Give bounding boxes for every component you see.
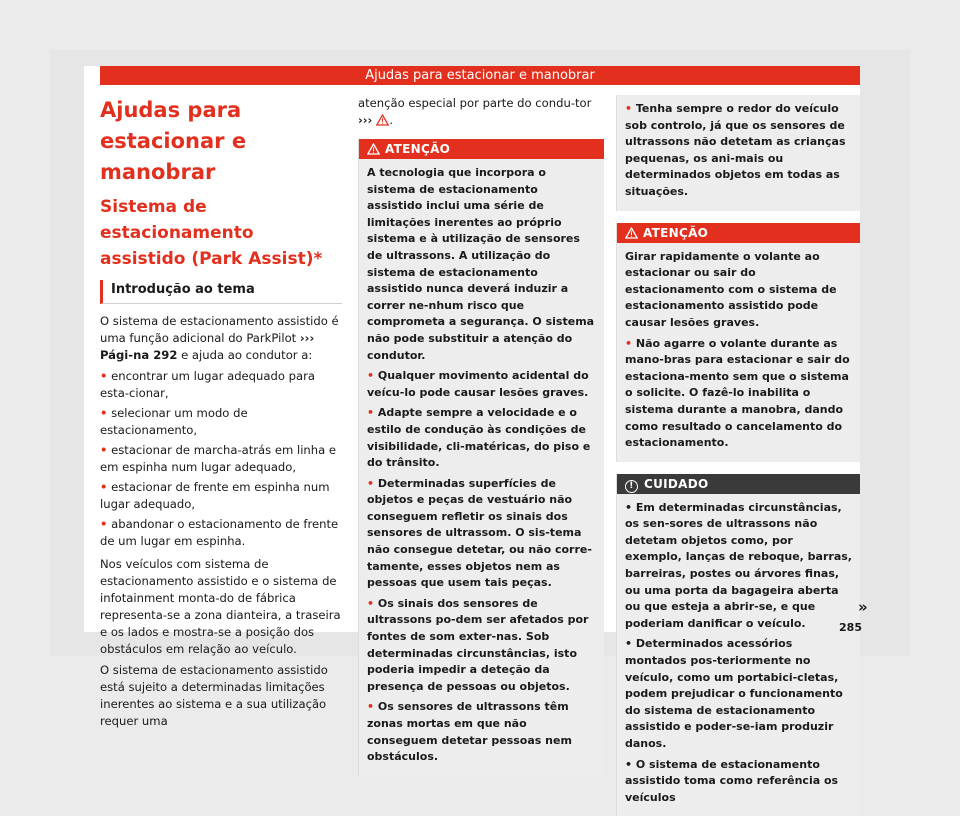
bullet-icon: • <box>367 406 375 420</box>
subsection-title: Introdução ao tema <box>100 280 342 304</box>
warning-intro: A tecnologia que incorpora o sistema de estacionamento assistido inclui uma série de limitações inerentes ao próprio sistema e à utilização de sensores de ultrassons. A utilização do sistema de estacionamento assistido nunca deverá induzir a correr ne-nhum risco que comprometa a segurança. O sistema não pode substituir a atenção do condutor. <box>367 166 595 362</box>
warning-box-header: ATENÇÃO <box>359 139 604 159</box>
warning-triangle-icon <box>367 143 380 155</box>
warning-reference-link[interactable]: ››› <box>358 113 389 127</box>
bullet-icon: • <box>100 443 108 457</box>
continue-marker: » <box>858 598 868 616</box>
list-item: • Os sinais dos sensores de ultrassons po-dem ser afetados por fontes de som exter-nas. Sob determinadas circunstâncias, isto poderia impedir a deteção da presença de pessoas ou objetos. <box>367 596 589 693</box>
list-item: • O sistema de estacionamento assistido toma como referência os veículos <box>625 757 839 804</box>
bullet-icon: • <box>625 500 633 514</box>
warning-triangle-icon <box>625 227 638 239</box>
warning-box-body-continued <box>617 95 860 211</box>
page-number: 285 <box>839 621 862 634</box>
list-item: • selecionar um modo de estacionamento, <box>100 406 248 437</box>
list-item: • Não agarre o volante durante as mano-bras para estacionar e sair do estaciona-mento sem que o sistema o solicite. O fazê-lo inabilita o sistema durante a manobra, dando como resultado o cancelamento do estacionamento. <box>625 336 850 450</box>
warning-box-1-continued <box>616 95 860 211</box>
bullet-icon: • <box>367 700 375 714</box>
column-1 <box>100 95 342 734</box>
warning-box-1 <box>358 139 604 776</box>
page-reference-link[interactable]: ››› Pági-na 292 <box>100 331 315 362</box>
warning-bullet-list <box>625 336 852 452</box>
info-circle-icon: ! <box>625 480 638 493</box>
intro-bullet-list <box>100 368 342 550</box>
list-item: • abandonar o estacionamento de frente de um lugar em espinha. <box>100 517 339 548</box>
column-2 <box>358 95 604 776</box>
caution-box-header: ! CUIDADO <box>617 474 860 494</box>
bullet-icon: • <box>625 336 633 350</box>
warning-box-2 <box>616 223 860 462</box>
list-item: • Adapte sempre a velocidade e o estilo de condução às condições de visibilidade, cli-matéricas, do piso e do trânsito. <box>367 406 591 470</box>
paragraph-2: Nos veículos com sistema de estacionamento assistido e o sistema de infotainment monta-do de fábrica representa-se a zona dianteira, a traseira e os lados e mostra-se a posição dos obstáculos em relação ao veículo. <box>100 557 341 656</box>
list-item: • Os sensores de ultrassons têm zonas mortas em que não conseguem detetar pessoas nem obstáculos. <box>367 700 572 764</box>
warning-triangle-icon <box>376 114 389 126</box>
list-item: • Em determinadas circunstâncias, os sen-sores de ultrassons não detetam objetos como, por exemplo, lanças de reboque, barras, barreiras, postes ou árvores finas, ou uma porta da bagageira aberta ou que esteja a abrir-se, e que poderiam danificar o veículo. <box>625 500 852 630</box>
bullet-icon: • <box>367 476 375 490</box>
list-item: • Qualquer movimento acidental do veícu-lo pode causar lesões graves. <box>367 369 589 399</box>
warning-box-body <box>359 159 604 776</box>
list-item: • estacionar de frente em espinha num lugar adequado, <box>100 480 330 511</box>
bullet-icon: • <box>100 406 108 420</box>
continued-paragraph: atenção especial por parte do condu-tor ››› . <box>358 96 592 127</box>
bullet-icon: • <box>100 517 108 531</box>
running-header-title: Ajudas para estacionar e manobrar <box>365 68 595 83</box>
warning-box-body <box>617 243 860 462</box>
bullet-icon: • <box>625 637 633 651</box>
bullet-icon: • <box>367 369 375 383</box>
caution-box <box>616 474 860 816</box>
list-item: • encontrar um lugar adequado para esta-cionar, <box>100 369 315 400</box>
list-item: • Determinadas superfícies de objetos e peças de vestuário não conseguem refletir os sinais dos sensores de ultrassom. O sis-tema não consegue detetar, ou não corre-tamente, esses objetos nem as pessoas que usem tais peças. <box>367 476 592 590</box>
warning-bullet-list <box>367 368 596 766</box>
bullet-icon: • <box>625 102 633 115</box>
list-item: • estacionar de marcha-atrás em linha e em espinha num lugar adequado, <box>100 443 337 474</box>
caution-box-body <box>617 494 860 816</box>
intro-paragraph: O sistema de estacionamento assistido é uma função adicional do ParkPilot ››› Pági-na 292 e ajuda ao condutor a: <box>100 314 339 362</box>
bullet-icon: • <box>625 757 633 771</box>
paragraph-3: O sistema de estacionamento assistido está sujeito a determinadas limitações inerentes ao sistema e a sua utilização requer uma <box>100 663 328 728</box>
warning-bullet: • Tenha sempre o redor do veículo sob controlo, já que os sensores de ultrassons não detetam as crianças pequenas, os ani-mais ou determinados objetos em todas as situações. <box>625 102 846 198</box>
list-item: • Determinados acessórios montados pos-teriormente no veículo, como um portabici-cletas, podem prejudicar o funcionamento do sistema de estacionamento assistido e poder-se-iam produzir danos. <box>625 637 843 750</box>
section-title: Sistema de estacionamento assistido (Park Assist)* <box>100 197 323 269</box>
running-header <box>100 66 860 85</box>
bullet-icon: • <box>100 480 108 494</box>
warning-box-header: ATENÇÃO <box>617 223 860 243</box>
bullet-icon: • <box>367 596 375 610</box>
caution-bullet-list <box>625 500 852 807</box>
bullet-icon: • <box>100 369 108 383</box>
chapter-title: Ajudas para estacionar e manobrar <box>100 98 247 184</box>
warning-intro: Girar rapidamente o volante ao estacionar ou sair do estacionamento com o sistema de estacionamento assistido pode causar lesões graves. <box>625 249 837 329</box>
